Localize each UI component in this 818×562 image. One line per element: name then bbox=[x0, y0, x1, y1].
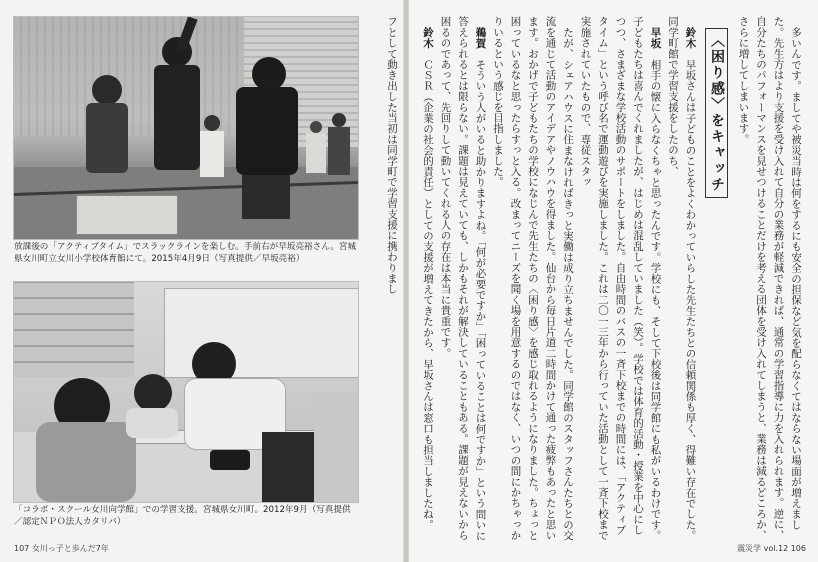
speaker-name: 鈴木 bbox=[422, 26, 434, 48]
page-folio-left: 107 女川っ子と歩んだ7年 bbox=[14, 544, 109, 553]
left-page bbox=[0, 0, 405, 562]
speaker-name: 早坂 bbox=[649, 26, 662, 48]
paragraph: 多いんです。ましてや被災当時は何をするにも安全の担保など気を配らなくてはならない場面が増えました。先生方はより支援を受け入れて自分の業務が軽減できれば、通常の学習指導に力を入れられます。逆に、自分たちのパフォーマンスを見せつけることだけを考える団体を受け入れてしまうと、業務は減るどころか、さらに増してしまいます。 bbox=[737, 16, 802, 541]
right-page bbox=[409, 0, 818, 562]
paragraph: 鵜賀 そういう人がいると助かりますよね。「何が必要ですか」「困っていることは何ですか」という問いに答えられるとは限らない。課題は見えていても、しかもそれが解決していることもある。課題が見えないから困るのであって、先回りして動いてくれる人の存在は本当に貴重です。 bbox=[439, 16, 487, 541]
photo-study-support bbox=[13, 281, 359, 503]
photo-slackline-gym bbox=[13, 16, 359, 240]
speaker-name: 鵜賀 bbox=[474, 26, 487, 48]
body-text-columns bbox=[422, 16, 804, 544]
paragraph: 早坂 相手の懐に入らなくちゃと思ったんです。学校にも、そして下校後は同学館にも私がいるわけです。子どもたちは喜んでくれましたが、はじめは混乱していました（笑）。学校では体育的活動・授業を中心にしつつ、さまざまな学校活動のサポートをしました。自由時間のバスの一斉下校までの時間には、「アクティブタイム」という呼び名で運動遊びを実施しました。これは二〇一三年から行っていた活動として一斉下校まで実施されていたもので、専従スタッ bbox=[579, 16, 662, 541]
speaker-name: 鈴木 bbox=[684, 26, 697, 48]
photo-caption-top: 放課後の「アクティブタイム」でスラックラインを楽しむ。手前右が早坂亮裕さん。宮城県女川町立女川小学校体育館にて。2015年4月9日（写真提供／早坂亮裕） bbox=[14, 242, 357, 264]
page-folio-right: 震災学 vol.12 106 bbox=[737, 544, 806, 553]
section-heading: 〈困り感〉をキャッチ bbox=[705, 28, 729, 198]
paragraph: たが、シェアハウスに住まなければきっと実働は成り立ちませんでした。同学館のスタッフさんたちとの交流を通じて活動のアイデアやノウハウを得ました。仙台から毎日片道二時間かけて通った疲弊もあったと思います。おかげで子どもたちの学校になじんで先生たちの〈困り感〉を感じ取れるようになりました。ちょっと困っているなと思ったらすっと入る。改まってニーズを聞く場を用意するのではなく、いつの間にかちゃっかりいるという感じを目指しました。 bbox=[492, 16, 574, 541]
paragraph: 鈴木 早坂さんは子どものことをよくわかっていらした先生たちとの信頼関係も厚く、得難い存在でした。同学町館で学習支援をしたのち、 bbox=[667, 16, 697, 541]
photo-caption-bottom: 「コラボ・スクール女川向学館」での学習支援。宮城県女川町。2012年9月（写真提供／認定ＮＰＯ法人カタリバ） bbox=[14, 505, 351, 527]
body-text-continuation: フとして動き出した当初は同学町で学習支援に携わりまし bbox=[386, 16, 398, 295]
paragraph: 鈴木 ＣＳＲ（企業の社会的責任）としての支援が増えてきたから、早坂さんは窓口も担当しましたね。 bbox=[422, 26, 434, 530]
